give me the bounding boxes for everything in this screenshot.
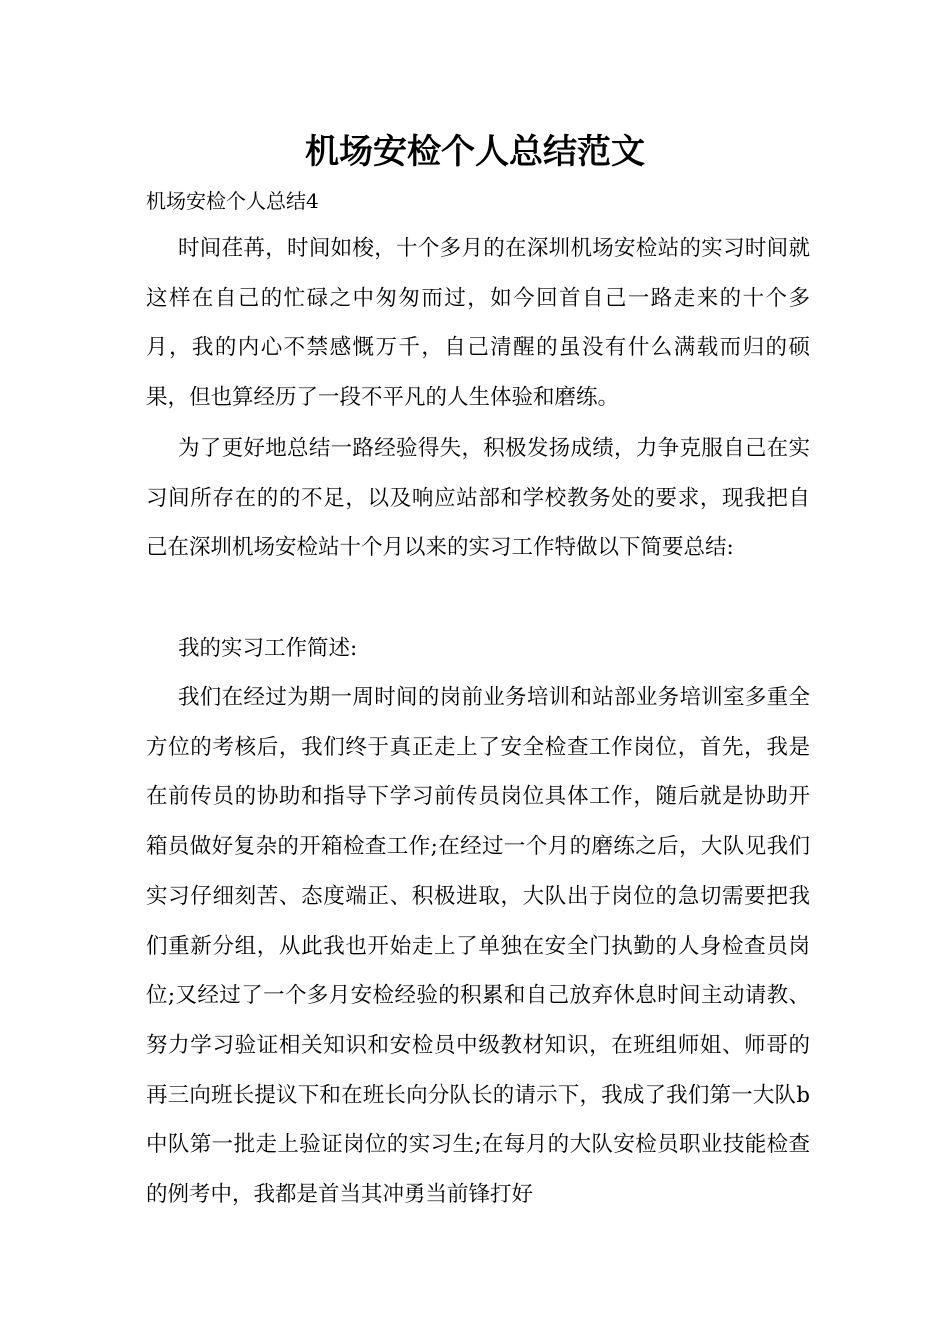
paragraph: 时间荏苒，时间如梭，十个多月的在深圳机场安检站的实习时间就这样在自己的忙碌之中匆匆而过，如今回首自己一路走来的十个多月，我的内心不禁感慨万千，自己清醒的虽没有什么满载而归的硕果，但也算经历了一段不平凡的人生体验和磨练。	[146, 236, 810, 411]
paragraph: 我们在经过为期一周时间的岗前业务培训和站部业务培训室多重全方位的考核后，我们终于真正走上了安全检查工作岗位，首先，我是在前传员的协助和指导下学习前传员岗位具体工作，随后就是协助开箱员做好复杂的开箱检查工作;在经过一个月的磨练之后，大队见我们实习仔细刻苦、态度端正、积极进取，大队出于岗位的急切需要把我们重新分组，从此我也开始走上了单独在安全门执勤的人身检查员岗位;又经过了一个多月安检经验的积累和自己放弃休息时间主动请教、努力学习验证相关知识和安检员中级教材知识，在班组师姐、师哥的再三向班长提议下和在班长向分队长的请示下，我成了我们第一大队b中队第一批走上验证岗位的实习生;在每月的大队安检员职业技能检查的例考中，我都是首当其冲勇当前锋打好	[146, 685, 810, 1208]
paragraph: 为了更好地总结一路经验得失，积极发扬成绩，力争克服自己在实习间所存在的的不足，以及响应站部和学校教务处的要求，现我把自己在深圳机场安检站十个月以来的实习工作特做以下简要总结:	[146, 436, 810, 561]
document-subtitle: 机场安检个人总结4	[146, 189, 319, 213]
document-title: 机场安检个人总结范文	[305, 132, 645, 172]
section-heading: 我的实习工作简述:	[178, 636, 358, 661]
